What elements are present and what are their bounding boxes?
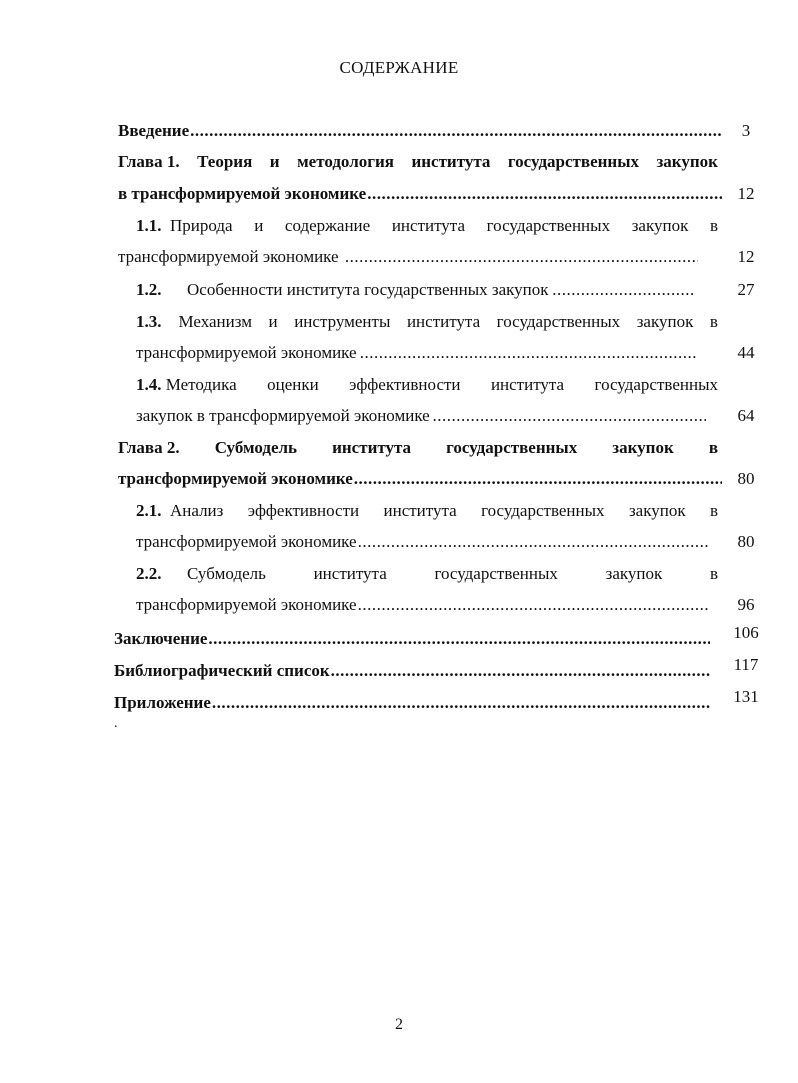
toc-entry-s22-line1: 2.2. Субмодель института государственных закупок в bbox=[136, 564, 718, 583]
section-number: 1.1. bbox=[136, 216, 162, 235]
section-number: 2.1. bbox=[136, 501, 162, 520]
toc-page-number: 3 bbox=[741, 121, 751, 140]
toc-entry-s11-line1: 1.1. Природа и содержание института государственных закупок в bbox=[136, 216, 718, 235]
toc-page-number: 80 bbox=[737, 532, 755, 551]
toc-page-number: 44 bbox=[737, 343, 755, 362]
toc-entry-ch2-line1: Глава 2. Субмодель института государственных закупок в bbox=[118, 438, 718, 457]
section-number: 1.2. bbox=[136, 280, 162, 299]
toc-page-number: 106 bbox=[733, 623, 759, 642]
toc-entry-label: Введение bbox=[118, 121, 190, 140]
toc-entry-s11-line2: трансформируемой экономике ..... bbox=[118, 246, 698, 268]
toc-entry-s21-line1: 2.1. Анализ эффективности института государственных закупок в bbox=[136, 501, 718, 520]
toc-entry-conclusion: Заключение ..... bbox=[114, 628, 710, 650]
page-title: СОДЕРЖАНИЕ bbox=[339, 58, 459, 77]
section-number: 1.3. bbox=[136, 312, 162, 331]
page-number: 2 bbox=[395, 1016, 403, 1033]
toc-entry-s14-line1: 1.4. Методика оценки эффективности института государственных bbox=[136, 375, 718, 394]
toc-page-number: 96 bbox=[737, 595, 755, 614]
toc-entry-s13-line1: 1.3. Механизм и инструменты института государственных закупок в bbox=[136, 312, 718, 331]
toc-page-number: 12 bbox=[737, 184, 755, 203]
toc-page-number: 131 bbox=[733, 687, 759, 706]
section-number: 2.2. bbox=[136, 564, 162, 583]
toc-page-number: 64 bbox=[737, 406, 755, 425]
toc-entry-s13-line2: трансформируемой экономике ..... bbox=[136, 342, 696, 364]
toc-entry-s12: 1.2. Особенности института государственных закупок ..... bbox=[136, 279, 696, 301]
toc-entry-ch1-line2: в трансформируемой экономике ..... bbox=[118, 183, 722, 205]
toc-page-number: 12 bbox=[737, 247, 755, 266]
toc-page-number: 117 bbox=[733, 655, 759, 674]
toc-entry-s14-line2: закупок в трансформируемой экономике ..... bbox=[136, 405, 706, 427]
toc-entry-s22-line2: трансформируемой экономике ..... bbox=[136, 594, 710, 616]
toc-entry-intro bbox=[118, 120, 722, 142]
toc-entry-bibliography: Библиографический список ..... bbox=[114, 660, 710, 682]
toc-entry-s21-line2: трансформируемой экономике ..... bbox=[136, 531, 710, 553]
toc-entry-ch1-line1: Глава 1. Теория и методология института государственных закупок bbox=[118, 152, 718, 171]
scan-speck: . bbox=[114, 716, 118, 731]
toc-page-number: 27 bbox=[737, 280, 755, 299]
toc-page-number: 80 bbox=[737, 469, 755, 488]
toc-entry-appendix: Приложение ..... bbox=[114, 692, 710, 714]
toc-entry-ch2-line2: трансформируемой экономике ..... bbox=[118, 468, 722, 490]
section-number: 1.4. bbox=[136, 375, 162, 394]
